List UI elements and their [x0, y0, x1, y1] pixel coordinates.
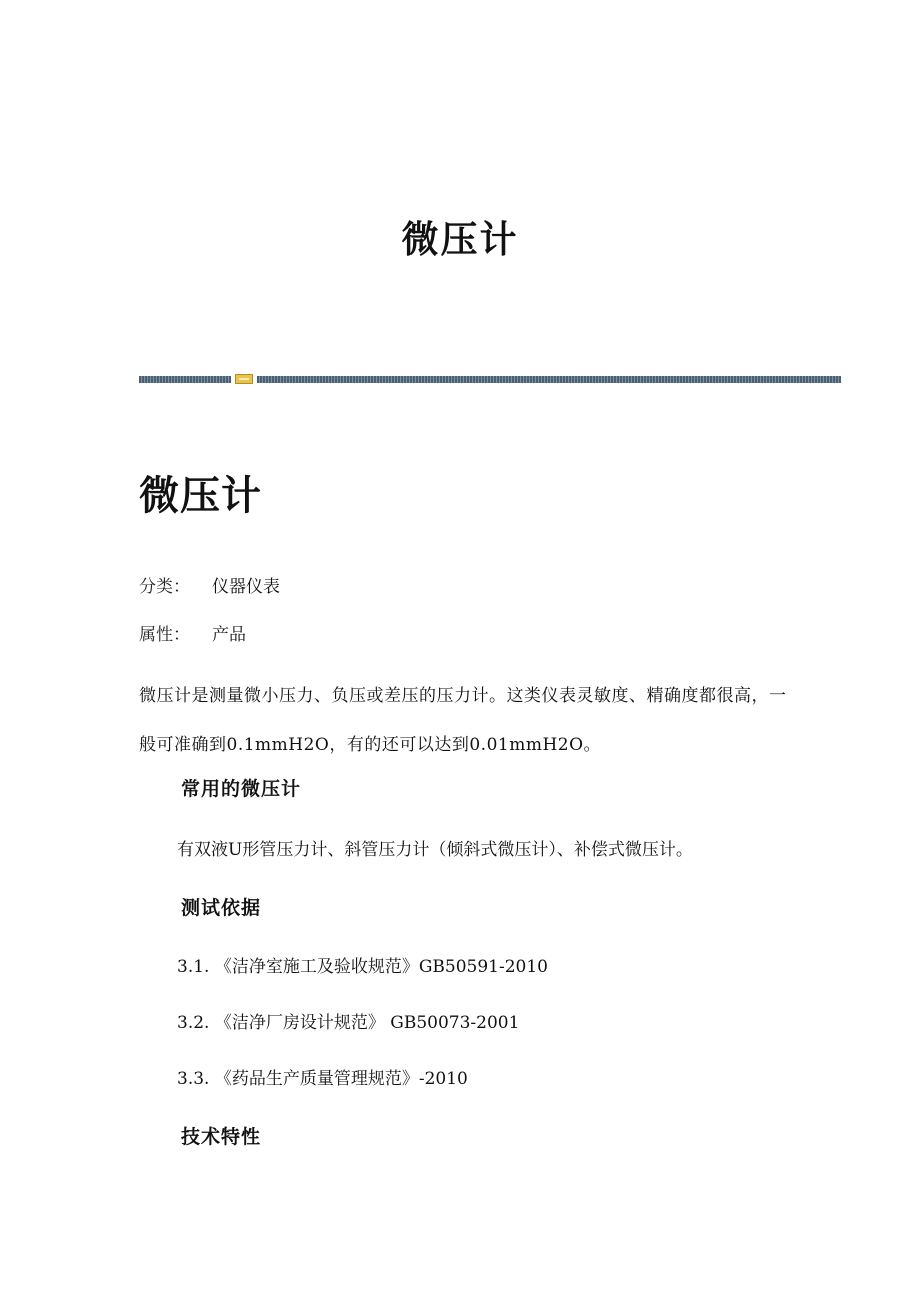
intro-paragraph: 微压计是测量微小压力、负压或差压的压力计。这类仪表灵敏度、精确度都很高，一般可准确到0.1mmH2O，有的还可以达到0.01mmH2O。	[139, 686, 787, 755]
category-label: 分类：	[139, 577, 190, 597]
divider-bar-right	[257, 376, 841, 383]
basis-item: 3.2. 《洁净厂房设计规范》 GB50073-2001	[177, 1013, 520, 1033]
section-body-common: 有双液U形管压力计、斜管压力计（倾斜式微压计）、补偿式微压计。	[177, 840, 693, 860]
article-heading: 微压计	[139, 473, 262, 519]
basis-item: 3.1. 《洁净室施工及验收规范》GB50591-2010	[177, 957, 549, 977]
decorative-divider	[139, 374, 841, 384]
basis-item: 3.3. 《药品生产质量管理规范》-2010	[177, 1069, 468, 1089]
attribute-line	[139, 623, 246, 647]
divider-bar-left	[139, 376, 231, 383]
category-line	[139, 575, 280, 599]
section-heading-common: 常用的微压计	[181, 778, 302, 800]
cover-title: 微压计	[401, 218, 519, 261]
divider-ornament-icon	[235, 374, 253, 384]
section-heading-basis: 测试依据	[181, 897, 262, 919]
section-heading-tech: 技术特性	[181, 1126, 262, 1148]
attribute-label: 属性：	[139, 625, 190, 645]
category-value: 仪器仪表	[212, 577, 280, 597]
attribute-value: 产品	[212, 625, 246, 645]
